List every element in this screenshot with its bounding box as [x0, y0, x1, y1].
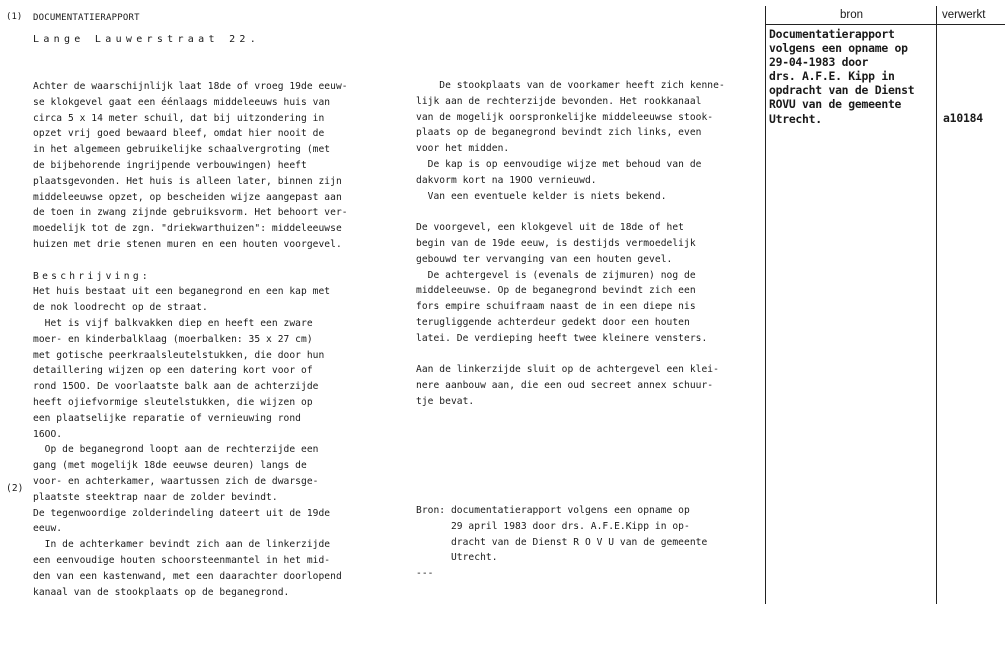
description-text: Het huis bestaat uit een beganegrond en een kap met de nok loodrecht op de straat. Het is vijf balkvakken diep en heeft een zware moer- en kinderbalklaag (moerbalken: 35 x 27 cm) met gotische peerkraalsleutelstukken, die door hun detaillering wijzen op een datering kort voor of rond 15OO. De voorlaatste balk aan de achterzijde heeft ojiefvormige sleutelstukken, die wijzen op een plaatselijke reparatie of vernieuwing rond 16OO. Op de beganegrond loopt aan de rechterzijde een gang (met mogelijk 18de eeuwse deuren) langs de voor- en achterkamer, waartussen zich de dwarsge- plaatste steektrap naar de zolder bevindt. De tegenwoordige zolderindeling dateert uit de 19de eeuw. In de achterkamer bevindt zich aan de linkerzijde een eenvoudige houten schoorsteenmantel in het mid- den van een kastenwand, met een daarachter doorlopend kanaal van de stookplaats op de beganegrond. — [33, 286, 342, 598]
column-header-bron: bron — [840, 9, 864, 21]
bron-cell: Documentatierapport volgens een opname op 29-04-1983 door drs. A.F.E. Kipp in opdracht van de Dienst ROVU van de gemeente Utrecht. — [769, 27, 915, 126]
address-heading: Lange Lauwerstraat 22. — [33, 34, 261, 45]
table-header-rule — [765, 24, 1005, 25]
table-left-border — [765, 6, 766, 604]
source-note: Bron: documentatierapport volgens een opname op 29 april 1983 door drs. A.F.E.Kipp in op- dracht van de Dienst R O V U van de gemeente Utrecht. --- — [416, 505, 708, 580]
section-marker-1: (1) — [6, 12, 23, 22]
column-header-verwerkt: verwerkt — [942, 9, 986, 21]
description-heading: Beschrijving: — [33, 270, 151, 282]
section-marker-2: (2) — [6, 483, 24, 494]
document-title: DOCUMENTATIERAPPORT — [33, 13, 140, 23]
spacer — [33, 253, 348, 269]
table-column-divider — [936, 6, 937, 604]
verwerkt-cell: a10184 — [943, 111, 983, 125]
intro-paragraph: Achter de waarschijnlijk laat 18de of vroeg 19de eeuw- se klokgevel gaat een éénlaags middeleeuws huis van circa 5 x 14 meter schuil, dat bij uitzondering in opzet vrij goed bewaard bleef, omdat hier nooit de in het algemeen gebruikelijke schaalvergroting (met de bijbehorende ingrijpende verbouwingen) heeft plaatsgevonden. Het huis is alleen later, binnen zijn middeleeuwse opzet, op bescheiden wijze aangepast aan de toen in zwang zijnde gebruiksvorm. Het behoort ver- moedelijk tot de zgn. "driekwarthuizen": middeleeuwse huizen met drie stenen muren en een houten voorgevel. — [33, 81, 348, 250]
middle-text-column: De stookplaats van de voorkamer heeft zich kenne- lijk aan de rechterzijde bevonden. Het rookkanaal van de mogelijk oorspronkelijke middeleeuwse stook- plaats op de beganegrond bevindt zich links, even voor het midden. De kap is op eenvoudige wijze met behoud van de dakvorm kort na 19OO vernieuwd. Van een eventuele kelder is niets bekend. De voorgevel, een klokgevel uit de 18de of het begin van de 19de eeuw, is destijds vermoedelijk gebouwd ter vervanging van een houten gevel. De achtergevel is (evenals de zijmuren) nog de middeleeuwse. Op de beganegrond bevindt zich een fors empire schuifraam naast de in een diepe nis terugliggende achterdeur gedekt door een houten latei. De verdieping heeft twee kleinere vensters. Aan de linkerzijde sluit op de achtergevel een klei- nere aanbouw aan, die een oud secreet annex schuur- tje bevat. — [416, 80, 725, 407]
left-text-column — [33, 79, 348, 600]
